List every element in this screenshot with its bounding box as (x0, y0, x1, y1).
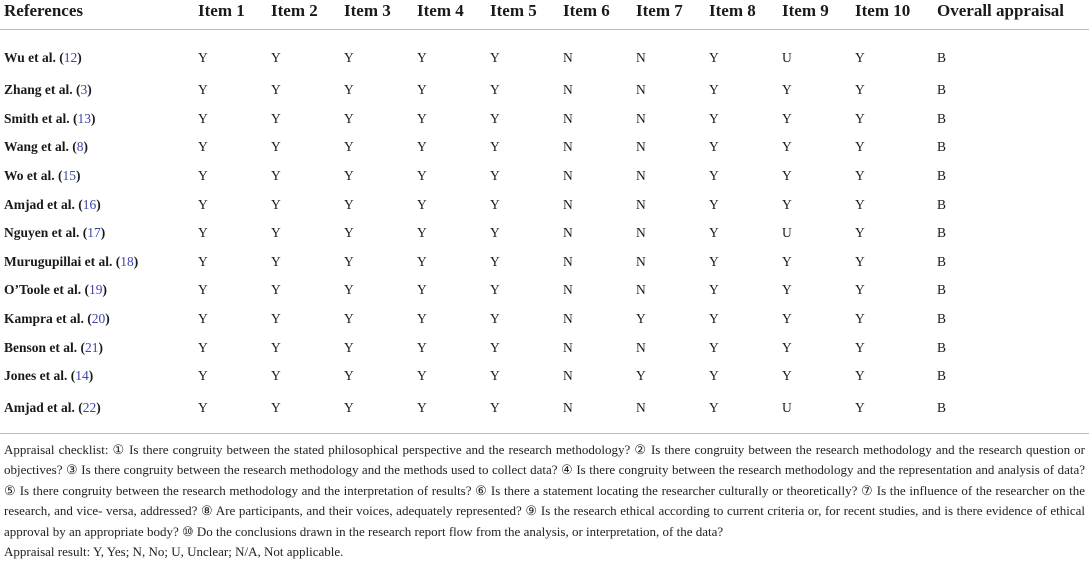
item-4-cell: Y (417, 282, 427, 298)
item-9-cell: Y (782, 311, 792, 327)
item-8-cell: Y (709, 139, 719, 155)
item-5-cell: Y (490, 196, 500, 212)
citation-open-paren: ( (81, 282, 89, 298)
item-3-cell: Y (344, 225, 354, 241)
item-1-cell: Y (198, 282, 208, 298)
reference-author: Smith et al. (4, 110, 70, 126)
reference-author: Wang et al. (4, 139, 69, 155)
item-7-cell: N (636, 225, 646, 241)
citation-open-paren: ( (77, 339, 86, 355)
table-row (0, 333, 1089, 362)
item-5-cell: Y (490, 311, 500, 327)
item-4-cell: Y (417, 399, 427, 415)
table-row (0, 248, 1089, 277)
citation-link[interactable]: 12 (63, 50, 78, 65)
reference-author: Nguyen et al. (4, 225, 80, 241)
table-row (0, 305, 1089, 334)
header-row (0, 0, 1089, 30)
citation-open-paren: ( (54, 168, 63, 184)
item-10-cell: Y (855, 139, 865, 155)
citation-link[interactable]: 8 (76, 139, 84, 155)
item-1-cell: Y (198, 139, 208, 155)
citation-open-paren: ( (74, 399, 83, 415)
item-4-cell: Y (417, 339, 427, 355)
item-1-cell: Y (198, 110, 208, 126)
item-5-cell: Y (490, 110, 500, 126)
citation-link[interactable]: 19 (89, 282, 103, 298)
item-7-cell: N (636, 282, 646, 298)
citation-close-paren: ) (76, 168, 81, 184)
item-2-cell: Y (271, 368, 281, 384)
item-5-cell: Y (490, 82, 500, 98)
table-row (0, 30, 1089, 77)
item-10-cell: Y (855, 253, 865, 269)
reference-author: Amjad et al. (4, 196, 75, 212)
item-4-cell: Y (417, 50, 427, 65)
citation-link[interactable]: 15 (62, 168, 76, 184)
citation-close-paren: ) (87, 82, 92, 98)
item-10-cell: Y (855, 339, 865, 355)
item-7-cell: N (636, 82, 646, 98)
item-4-cell: Y (417, 253, 427, 269)
table-row (0, 391, 1089, 434)
item-6-cell: N (563, 368, 573, 384)
item-2-cell: Y (271, 282, 281, 298)
item-10-cell: Y (855, 399, 865, 415)
overall-appraisal-cell: B (937, 196, 947, 212)
citation-link[interactable]: 21 (85, 339, 99, 355)
reference-cell (0, 190, 198, 219)
column-header-references: References (4, 1, 83, 20)
table-row (0, 162, 1089, 191)
item-2-cell: Y (271, 139, 281, 155)
overall-appraisal-cell: B (937, 82, 947, 98)
item-7-cell: N (636, 399, 646, 415)
citation-link[interactable]: 14 (75, 368, 89, 384)
item-9-cell: Y (782, 368, 792, 384)
reference-author: Murugupillai et al. (4, 253, 113, 269)
citation-close-paren: ) (91, 110, 96, 126)
item-7-cell: N (636, 139, 646, 155)
item-1-cell: Y (198, 82, 208, 98)
citation-link[interactable]: 18 (120, 253, 134, 269)
item-3-cell: Y (344, 82, 354, 98)
reference-author: Wu et al. (4, 50, 56, 65)
citation-link[interactable]: 13 (77, 110, 91, 126)
item-2-cell: Y (271, 225, 281, 241)
citation-close-paren: ) (133, 253, 139, 269)
item-2-cell: Y (271, 399, 281, 415)
item-4-cell: Y (417, 196, 427, 212)
item-6-cell: N (563, 168, 573, 184)
column-header: Item 3 (344, 1, 391, 20)
item-3-cell: Y (344, 50, 354, 65)
citation-close-paren: ) (100, 225, 106, 241)
item-5-cell: Y (490, 225, 500, 241)
reference-author: Amjad et al. (4, 399, 75, 415)
reference-cell (0, 276, 198, 305)
citation-open-paren: ( (69, 110, 78, 126)
table-row (0, 219, 1089, 248)
reference-cell (0, 305, 198, 334)
item-8-cell: Y (709, 196, 719, 212)
item-3-cell: Y (344, 368, 354, 384)
item-10-cell: Y (855, 110, 865, 126)
item-7-cell: N (636, 196, 646, 212)
item-6-cell: N (563, 253, 573, 269)
reference-cell (0, 162, 198, 191)
column-header: Item 10 (855, 1, 911, 20)
citation-open-paren: ( (67, 368, 76, 384)
citation-close-paren: ) (96, 196, 101, 212)
reference-cell (0, 219, 198, 248)
item-9-cell: Y (782, 82, 792, 98)
column-header: Item 2 (271, 1, 318, 20)
item-6-cell: N (563, 339, 573, 355)
overall-appraisal-cell: B (937, 311, 947, 327)
item-9-cell: Y (782, 339, 792, 355)
item-2-cell: Y (271, 168, 281, 184)
overall-appraisal-cell: B (937, 110, 947, 126)
item-8-cell: Y (709, 50, 719, 65)
citation-close-paren: ) (102, 282, 107, 298)
item-1-cell: Y (198, 253, 208, 269)
item-3-cell: Y (344, 282, 354, 298)
reference-cell (0, 133, 198, 162)
item-8-cell: Y (709, 311, 719, 327)
item-6-cell: N (563, 225, 573, 241)
reference-author: Wo et al. (4, 168, 55, 184)
item-6-cell: N (563, 311, 573, 327)
appraisal-result-legend: Appraisal result: Y, Yes; N, No; U, Unclear; N/A, Not applicable. (4, 544, 344, 560)
column-header: Item 6 (563, 1, 610, 20)
citation-link[interactable]: 3 (80, 82, 88, 98)
item-1-cell: Y (198, 399, 208, 415)
table-header (0, 0, 1089, 30)
table-body (0, 30, 1089, 434)
table-row (0, 105, 1089, 134)
table-row (0, 276, 1089, 305)
item-1-cell: Y (198, 311, 208, 327)
citation-open-paren: ( (74, 196, 83, 212)
citation-open-paren: ( (68, 139, 77, 155)
item-8-cell: Y (709, 339, 719, 355)
item-10-cell: Y (855, 196, 865, 212)
item-3-cell: Y (344, 253, 354, 269)
reference-author: Jones et al. (4, 368, 68, 384)
item-2-cell: Y (271, 196, 281, 212)
item-5-cell: Y (490, 50, 500, 65)
item-7-cell: N (636, 110, 646, 126)
item-7-cell: N (636, 253, 646, 269)
item-4-cell: Y (417, 82, 427, 98)
citation-open-paren: ( (83, 311, 92, 327)
reference-cell (0, 76, 198, 105)
citation-open-paren: ( (79, 225, 88, 241)
overall-appraisal-cell: B (937, 168, 947, 184)
item-6-cell: N (563, 139, 573, 155)
item-5-cell: Y (490, 368, 500, 384)
column-header: Overall appraisal (937, 1, 1065, 20)
item-2-cell: Y (271, 311, 281, 327)
item-8-cell: Y (709, 399, 719, 415)
item-3-cell: Y (344, 139, 354, 155)
reference-author: Kampra et al. (4, 311, 84, 327)
citation-link[interactable]: 20 (91, 311, 106, 327)
item-8-cell: Y (709, 368, 719, 384)
item-8-cell: Y (709, 282, 719, 298)
column-header: Item 7 (636, 1, 683, 20)
overall-appraisal-cell: B (937, 368, 947, 384)
reference-cell (0, 105, 198, 134)
item-10-cell: Y (855, 282, 865, 298)
citation-open-paren: ( (72, 82, 81, 98)
item-8-cell: Y (709, 225, 719, 241)
item-5-cell: Y (490, 168, 500, 184)
item-4-cell: Y (417, 311, 427, 327)
overall-appraisal-cell: B (937, 139, 947, 155)
item-7-cell: Y (636, 311, 646, 327)
item-3-cell: Y (344, 196, 354, 212)
table-row (0, 133, 1089, 162)
citation-close-paren: ) (83, 139, 89, 155)
item-2-cell: Y (271, 110, 281, 126)
item-5-cell: Y (490, 399, 500, 415)
item-5-cell: Y (490, 282, 500, 298)
item-10-cell: Y (855, 50, 865, 65)
citation-close-paren: ) (98, 339, 104, 355)
item-1-cell: Y (198, 368, 208, 384)
citation-close-paren: ) (88, 368, 94, 384)
item-9-cell: U (782, 225, 792, 241)
table-row (0, 190, 1089, 219)
reference-cell (0, 30, 198, 77)
item-4-cell: Y (417, 168, 427, 184)
citation-link[interactable]: 22 (82, 399, 97, 415)
column-header: Item 8 (709, 1, 756, 20)
citation-open-paren: ( (55, 50, 64, 65)
overall-appraisal-cell: B (937, 399, 947, 415)
item-7-cell: N (636, 168, 646, 184)
table-row (0, 362, 1089, 391)
item-4-cell: Y (417, 110, 427, 126)
item-6-cell: N (563, 82, 573, 98)
item-3-cell: Y (344, 168, 354, 184)
item-10-cell: Y (855, 311, 865, 327)
item-10-cell: Y (855, 168, 865, 184)
item-9-cell: U (782, 50, 792, 65)
item-5-cell: Y (490, 139, 500, 155)
item-6-cell: N (563, 282, 573, 298)
overall-appraisal-cell: B (937, 339, 947, 355)
item-9-cell: Y (782, 196, 792, 212)
table-row (0, 76, 1089, 105)
appraisal-checklist-note: Appraisal checklist: ① Is there congruity between the stated philosophical perspective and the research methodology? ② Is there congruity between the research methodology and the research question or objectives? ③ Is there congruity between the research methodology and the methods used to collect data? ④ Is there congruity between the research methodology and the representation and analysis of data? ⑤ Is there congruity between the research methodology and the interpretation of results? ⑥ Is there a statement locating the researcher culturally or theoretically? ⑦ Is the influence of the researcher on the research, and vice- versa, addressed? ⑧ Are participants, and their voices, adequately represented? ⑨ Is the research ethical according to current criteria or, for recent studies, and is there evidence of ethical approval by an appropriate body? ⑩ Do the conclusions drawn in the research report flow from the analysis, or interpretation, of the data? (4, 441, 1085, 539)
item-8-cell: Y (709, 82, 719, 98)
item-1-cell: Y (198, 225, 208, 241)
item-1-cell: Y (198, 339, 208, 355)
reference-cell (0, 333, 198, 362)
citation-close-paren: ) (105, 311, 110, 327)
item-9-cell: Y (782, 253, 792, 269)
item-9-cell: Y (782, 168, 792, 184)
item-4-cell: Y (417, 225, 427, 241)
item-10-cell: Y (855, 368, 865, 384)
citation-link[interactable]: 17 (87, 225, 101, 241)
item-1-cell: Y (198, 168, 208, 184)
item-6-cell: N (563, 399, 573, 415)
item-1-cell: Y (198, 50, 208, 65)
item-6-cell: N (563, 50, 573, 65)
citation-close-paren: ) (77, 50, 82, 65)
item-9-cell: Y (782, 282, 792, 298)
item-8-cell: Y (709, 110, 719, 126)
item-9-cell: U (782, 399, 792, 415)
reference-author: Zhang et al. (4, 82, 73, 98)
item-7-cell: N (636, 339, 646, 355)
item-7-cell: N (636, 50, 646, 65)
citation-link[interactable]: 16 (82, 196, 97, 212)
column-header: Item 9 (782, 1, 829, 20)
item-3-cell: Y (344, 399, 354, 415)
column-header: Item 5 (490, 1, 537, 20)
citation-close-paren: ) (96, 399, 101, 415)
reference-cell (0, 248, 198, 277)
item-6-cell: N (563, 196, 573, 212)
item-5-cell: Y (490, 253, 500, 269)
column-header: Item 4 (417, 1, 464, 20)
item-10-cell: Y (855, 82, 865, 98)
overall-appraisal-cell: B (937, 253, 947, 269)
item-3-cell: Y (344, 311, 354, 327)
citation-open-paren: ( (112, 253, 121, 269)
reference-cell (0, 362, 198, 391)
reference-author: O’Toole et al. (4, 282, 82, 298)
item-2-cell: Y (271, 253, 281, 269)
item-9-cell: Y (782, 139, 792, 155)
item-2-cell: Y (271, 50, 281, 65)
overall-appraisal-cell: B (937, 225, 947, 241)
item-3-cell: Y (344, 339, 354, 355)
item-5-cell: Y (490, 339, 500, 355)
item-3-cell: Y (344, 110, 354, 126)
item-2-cell: Y (271, 339, 281, 355)
item-9-cell: Y (782, 110, 792, 126)
item-8-cell: Y (709, 168, 719, 184)
item-1-cell: Y (198, 196, 208, 212)
overall-appraisal-cell: B (937, 50, 947, 65)
reference-author: Benson et al. (4, 339, 78, 355)
item-7-cell: Y (636, 368, 646, 384)
overall-appraisal-cell: B (937, 282, 947, 298)
item-2-cell: Y (271, 82, 281, 98)
item-4-cell: Y (417, 368, 427, 384)
column-header: Item 1 (198, 1, 245, 20)
item-10-cell: Y (855, 225, 865, 241)
item-6-cell: N (563, 110, 573, 126)
item-4-cell: Y (417, 139, 427, 155)
reference-cell (0, 391, 198, 434)
table-footnote (0, 434, 1089, 563)
item-8-cell: Y (709, 253, 719, 269)
